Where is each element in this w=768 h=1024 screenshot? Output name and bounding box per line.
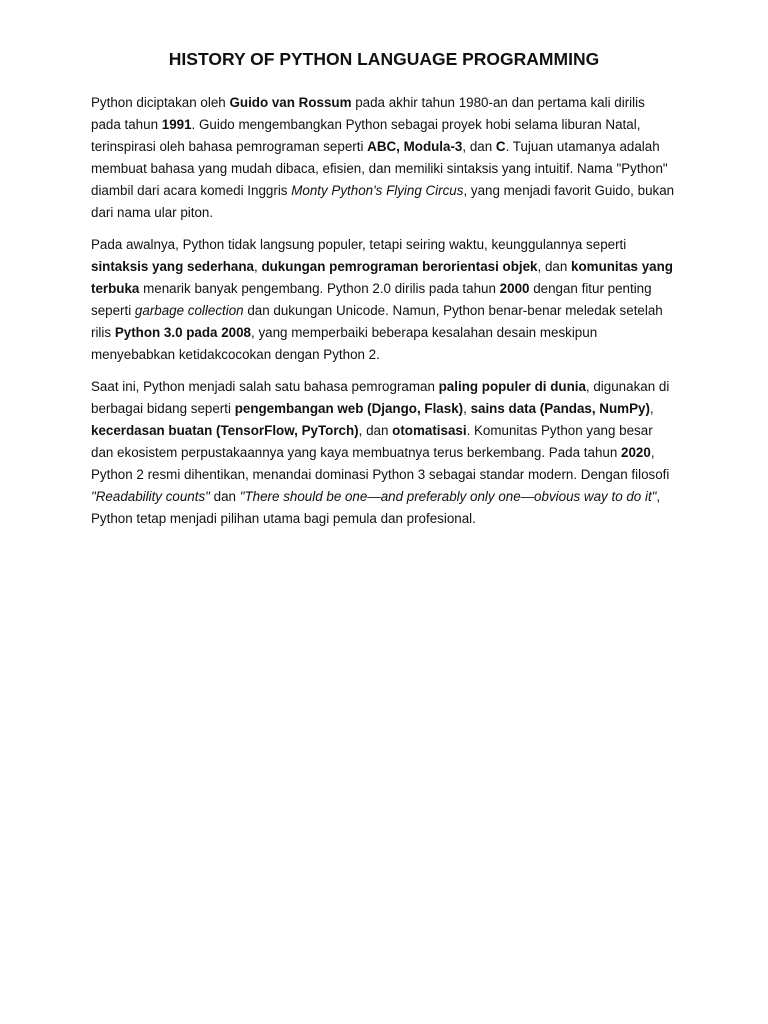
bold-text: paling populer di dunia — [438, 379, 586, 394]
text-run: , yang memperbaiki beberapa kesalahan desain meskipun menyebabkan ketidakcocokan dengan Python 2. — [91, 325, 598, 362]
bold-text: ABC, Modula-3 — [367, 139, 463, 154]
text-run: , dan — [537, 259, 572, 274]
text-run: , — [649, 401, 654, 416]
italic-text: "There should be one—and preferably only one—obvious way to do it" — [239, 489, 657, 504]
text-run: , Python tetap menjadi pilihan utama bagi pemula dan profesional. — [91, 489, 661, 526]
bold-text: sintaksis yang sederhana — [91, 259, 254, 274]
paragraph-growth — [91, 234, 677, 366]
italic-text: garbage collection — [134, 303, 244, 318]
italic-text: "Readability counts" — [91, 489, 210, 504]
text-run: dan — [209, 489, 240, 504]
text-run: . Tujuan utamanya adalah membuat bahasa yang mudah dibaca, efisien, dan memiliki sintaksis yang intuitif. Nama "Python" diambil dari acara komedi Inggris — [91, 139, 668, 198]
text-run: , Python 2 resmi dihentikan, menandai dominasi Python 3 sebagai standar modern. Dengan filosofi — [91, 445, 670, 482]
bold-text: pengembangan web (Django, Flask) — [234, 401, 464, 416]
text-run: , yang menjadi favorit Guido, bukan dari nama ular piton. — [91, 183, 675, 220]
bold-text: 2000 — [499, 281, 530, 296]
bold-text: 1991 — [161, 117, 192, 132]
text-run: dengan fitur penting seperti — [91, 281, 652, 318]
italic-text: Monty Python's Flying Circus — [291, 183, 464, 198]
text-run: , — [463, 401, 471, 416]
bold-text: C — [495, 139, 506, 154]
bold-text: komunitas yang terbuka — [91, 259, 673, 296]
text-run: Saat ini, Python menjadi salah satu bahasa pemrograman — [91, 379, 439, 394]
text-run: , dan — [358, 423, 393, 438]
bold-text: dukungan pemrograman berorientasi objek — [261, 259, 538, 274]
bold-text: otomatisasi — [392, 423, 467, 438]
bold-text: 2020 — [621, 445, 651, 460]
bold-text: Python 3.0 pada 2008 — [114, 325, 252, 340]
text-run: Python diciptakan oleh — [91, 95, 230, 110]
paragraph-origin — [91, 92, 677, 224]
text-run: menarik banyak pengembang. Python 2.0 dirilis pada tahun — [139, 281, 500, 296]
text-run: , digunakan di berbagai bidang seperti — [91, 379, 670, 416]
text-run: Pada awalnya, Python tidak langsung populer, tetapi seiring waktu, keunggulannya seperti — [91, 237, 627, 252]
text-run: . Komunitas Python yang besar dan ekosistem perpustakaannya yang kaya membuatnya terus berkembang. Pada tahun — [91, 423, 653, 460]
text-run: . Guido mengembangkan Python sebagai proyek hobi selama liburan Natal, terinspirasi oleh bahasa pemrograman seperti — [91, 117, 641, 154]
bold-text: Guido van Rossum — [229, 95, 352, 110]
text-run: pada akhir tahun 1980-an dan pertama kali dirilis pada tahun — [91, 95, 645, 132]
bold-text: sains data (Pandas, NumPy) — [470, 401, 650, 416]
text-run: , dan — [462, 139, 496, 154]
bold-text: kecerdasan buatan (TensorFlow, PyTorch) — [91, 423, 359, 438]
text-run: , — [254, 259, 262, 274]
document-title: HISTORY OF PYTHON LANGUAGE PROGRAMMING — [168, 49, 600, 69]
document-body — [91, 92, 677, 540]
text-run: dan dukungan Unicode. Namun, Python benar-benar meledak setelah rilis — [91, 303, 663, 340]
paragraph-today — [91, 376, 677, 530]
